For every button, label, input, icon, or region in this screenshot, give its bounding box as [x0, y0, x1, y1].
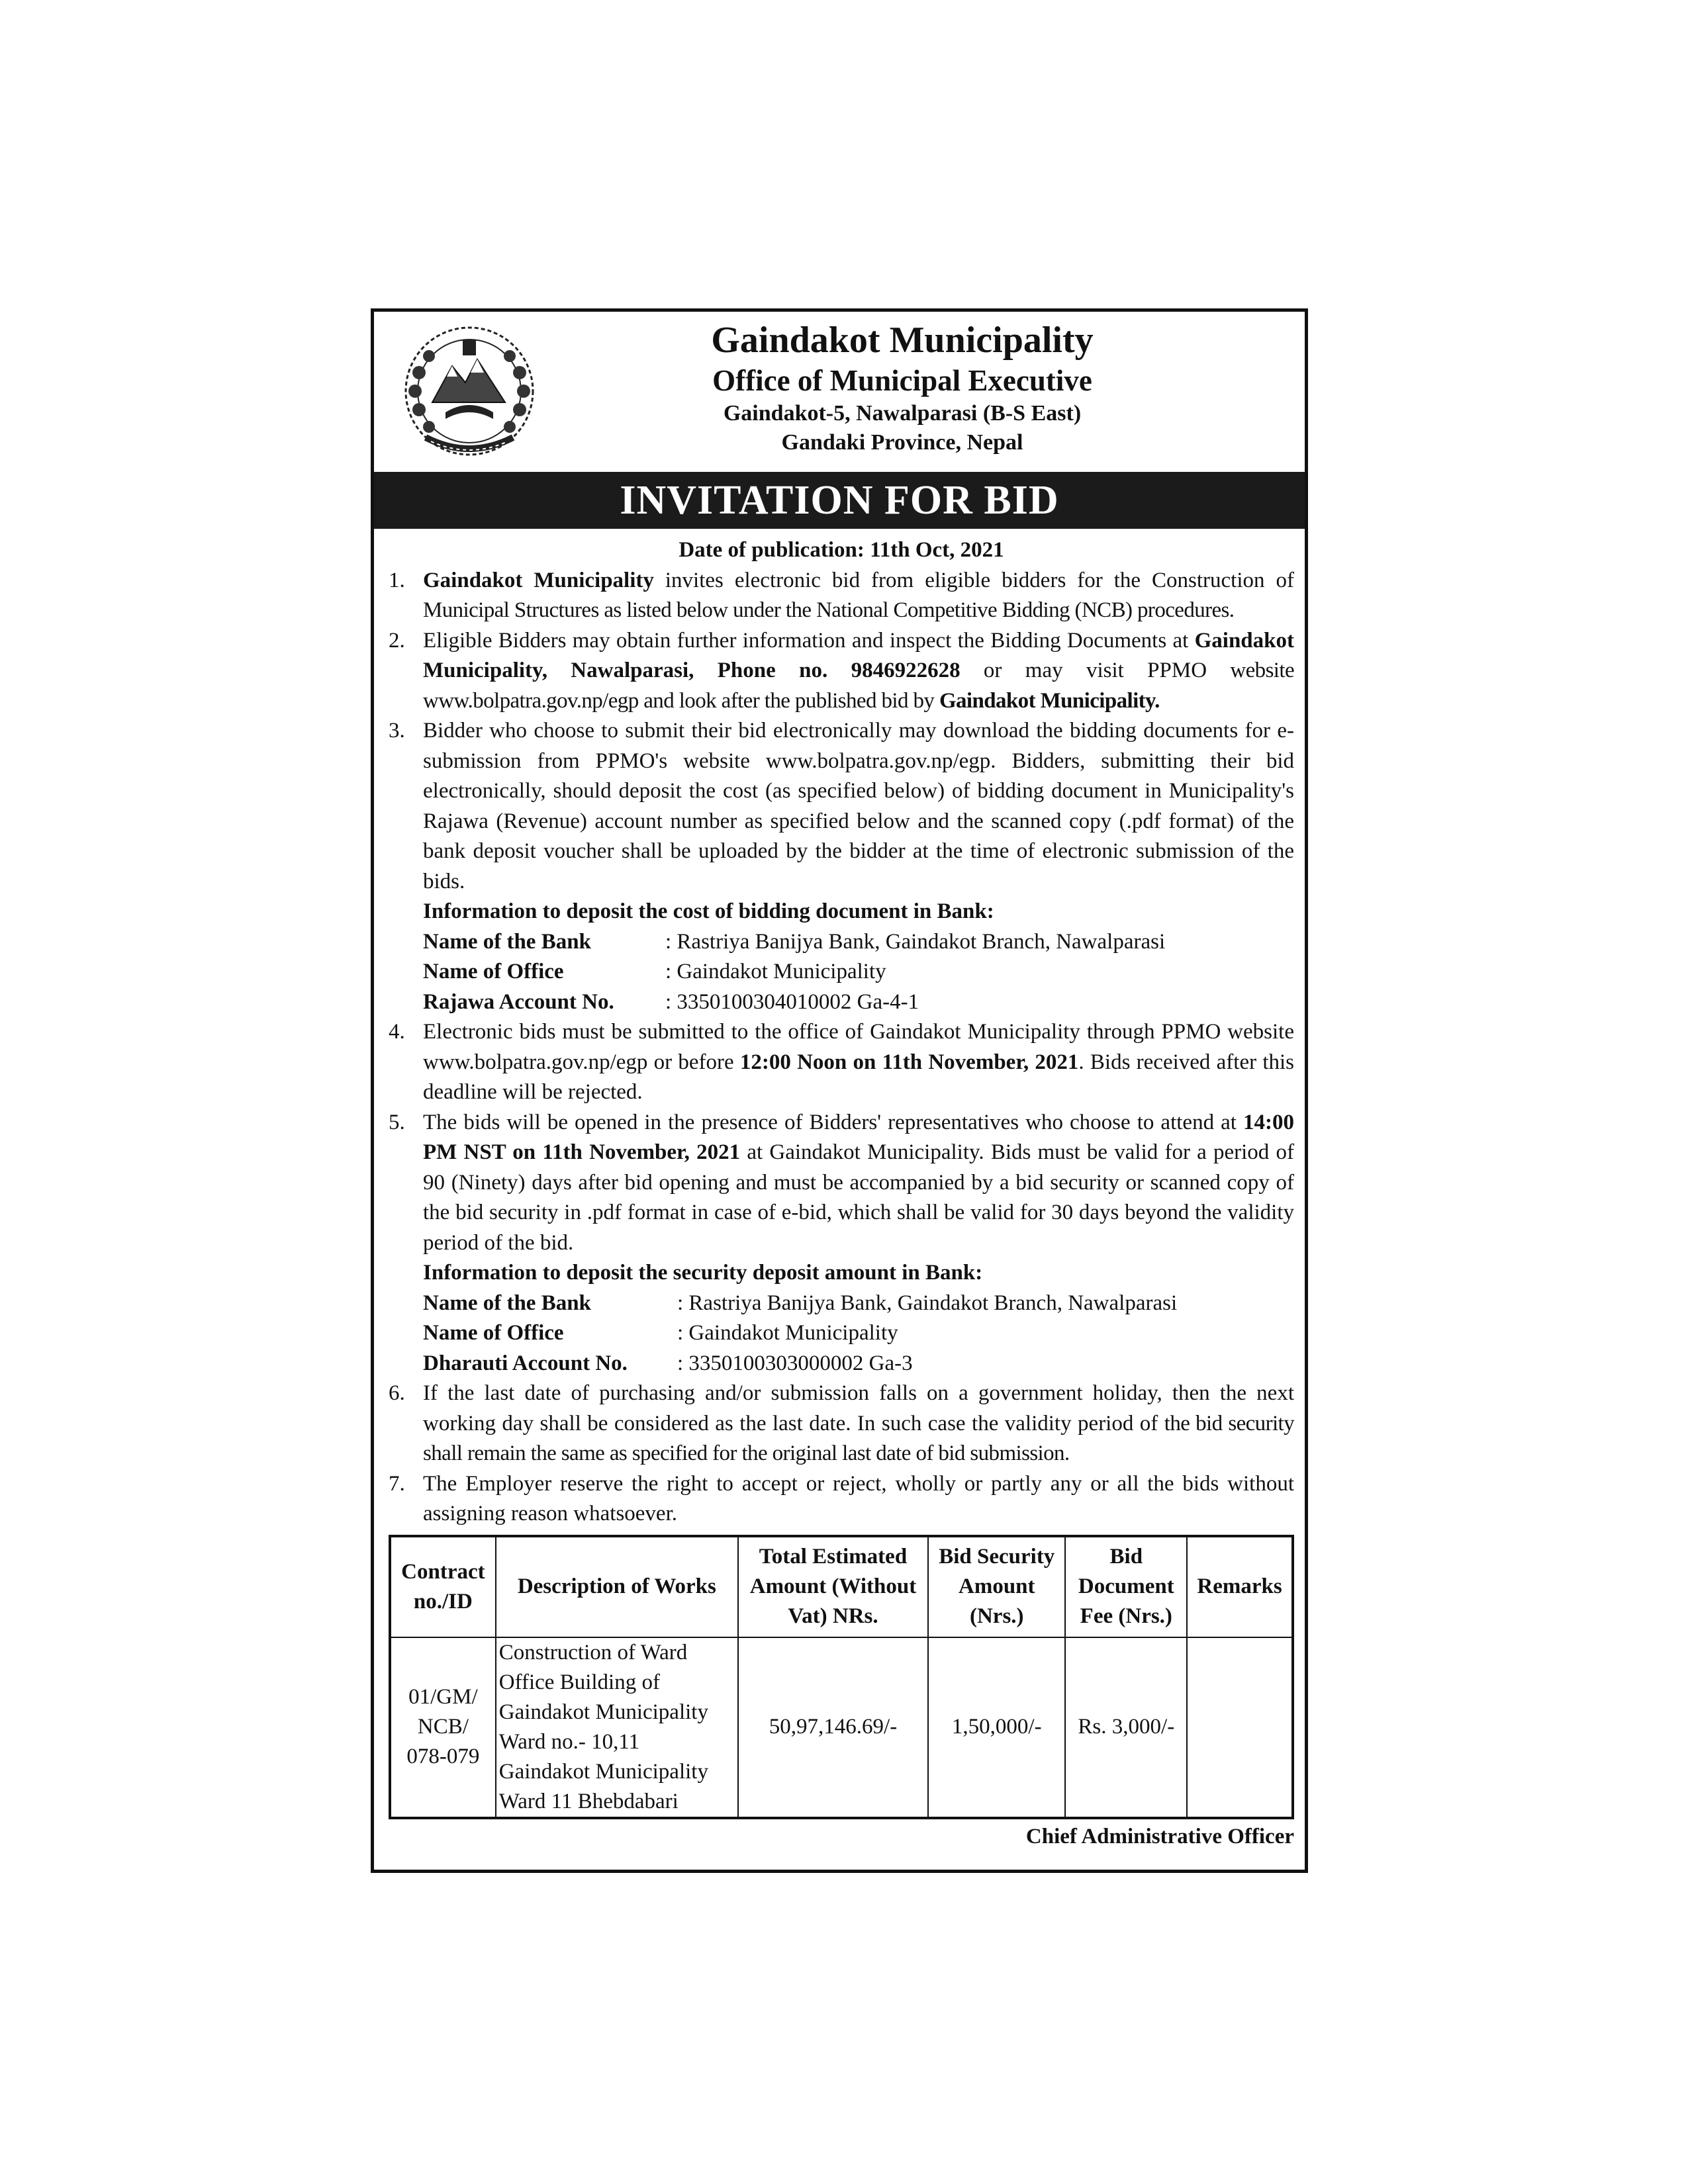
clause-number: 1. [389, 568, 405, 592]
clause-text: Eligible Bidders may obtain further information and inspect the Bidding Documents at [423, 628, 1195, 653]
col-remarks-header: Remarks [1187, 1536, 1293, 1637]
clause-4 [389, 1017, 1294, 1108]
clause-text: website www.bolpatra.gov.np/egp and look after the published bid by [423, 659, 1294, 713]
contract-id-cell [390, 1637, 496, 1818]
notice-body [374, 529, 1305, 1851]
clause-3 [389, 716, 1294, 1017]
cell-line: Gaindakot Municipality [498, 1700, 708, 1724]
header-line: Bid [1109, 1545, 1143, 1569]
clause-text: The bids will be opened in the presence of Bidders' representatives who choose to attend at [423, 1110, 1243, 1134]
clause-number: 5. [389, 1110, 405, 1134]
clause-7 [389, 1469, 1294, 1529]
amount-cell: 50,97,146.69/- [738, 1637, 928, 1818]
clause-list [389, 566, 1294, 1529]
clause-emphasis: Gaindakot Municipality. [939, 688, 1160, 713]
clause-number: 6. [389, 1381, 405, 1405]
account-label: Rajawa Account No. [423, 989, 614, 1014]
account-row [423, 987, 1294, 1018]
header-line: Contract [401, 1559, 485, 1584]
office-name-label: Name of Office [423, 960, 564, 983]
clause-6 [389, 1379, 1294, 1469]
bank-name-value: : Rastriya Banijya Bank, Gaindakot Branch, Nawalparasi [677, 1291, 1178, 1315]
clause-emphasis: 12:00 Noon on 11th November, 2021 [739, 1050, 1079, 1074]
bank-name-value: : Rastriya Banijya Bank, Gaindakot Branch, Nawalparasi [665, 929, 1166, 954]
header-line: Amount (Without [749, 1574, 917, 1598]
clause-5 [389, 1108, 1294, 1379]
cell-line: Ward no.- 10,11 [498, 1729, 640, 1754]
header-line: Document [1078, 1574, 1174, 1598]
clause-text: Electronic bids must be submitted to the office of Gaindakot Municipality through PPMO website www.bolpatra.gov.np/egp or before [423, 1020, 1294, 1074]
signature: Chief Administrative Officer [1025, 1824, 1294, 1848]
clause-text: invites electronic bid from eligible bidders for the Construction of [653, 568, 1294, 592]
bank-name-row [423, 927, 1294, 958]
cell-line: Office Building of [498, 1670, 660, 1694]
header-line: (Nrs.) [969, 1604, 1024, 1628]
header-line: Total Estimated [759, 1545, 908, 1569]
header-line: no./ID [413, 1589, 473, 1614]
account-value: : 3350100304010002 Ga-4-1 [665, 989, 919, 1014]
table-row [390, 1637, 1293, 1818]
security-cell: 1,50,000/- [928, 1637, 1065, 1818]
cell-line: Gaindakot Municipality [498, 1759, 708, 1784]
bank-name-label: Name of the Bank [423, 929, 591, 954]
clause-number: 7. [389, 1471, 405, 1496]
col-fee-header [1065, 1536, 1187, 1637]
account-label: Dharauti Account No. [423, 1351, 628, 1375]
table-header-row [390, 1536, 1293, 1637]
office-address: Gaindakot-5, Nawalparasi (B-S East) [723, 401, 1082, 426]
office-province: Gandaki Province, Nepal [781, 430, 1023, 455]
cell-line: Construction of Ward [498, 1640, 688, 1664]
header-line: Bid Security [939, 1545, 1055, 1569]
cell-line: NCB/ [417, 1715, 469, 1739]
security-info-heading: Information to deposit the security deposit amount in Bank: [423, 1261, 983, 1285]
office-name-label: Name of Office [423, 1321, 564, 1345]
notice-banner: INVITATION FOR BID [374, 472, 1305, 529]
clause-text: the bid security shall remain the same as specified for the original last date of bid submission. [423, 1411, 1294, 1465]
header-line: Amount [959, 1574, 1035, 1598]
notice-header [374, 312, 1305, 472]
col-security-header [928, 1536, 1065, 1637]
fee-cell: Rs. 3,000/- [1065, 1637, 1187, 1818]
bid-notice [371, 308, 1308, 1873]
clause-emphasis: Gaindakot Municipality [423, 568, 654, 592]
account-row [423, 1349, 1294, 1379]
clause-text: at Gaindakot Municipality. Bids must be valid for a period of 90 (Ninety) days after bid opening and must be accompanied by a bid security or scanned copy of the bid security in .pdf format in case of e-bid, which shall be valid for 30 days beyond the validity period of the bid. [423, 1140, 1294, 1255]
office-name-value: : Gaindakot Municipality [677, 1321, 898, 1345]
remarks-cell [1187, 1637, 1293, 1818]
header-line: Fee (Nrs.) [1080, 1604, 1172, 1628]
clause-text: or may visit PPMO [960, 659, 1231, 682]
clause-text: The Employer reserve the right to accept or reject, wholly or partly any or all the bids without assigning reason whatsoever. [423, 1471, 1294, 1525]
header-line: Vat) NRs. [788, 1604, 878, 1628]
account-value: : 3350100303000002 Ga-3 [677, 1351, 913, 1375]
clause-text: If the last date of purchasing and/or submission falls on a government holiday, then the next working day shall be considered as the last date. In such case the validity period of [423, 1381, 1294, 1435]
cell-line: Ward 11 Bhebdabari [498, 1789, 679, 1813]
clause-text: Municipal Structures as listed below under the National Competitive Bidding (NCB) procedures. [423, 598, 1235, 622]
office-title: Office of Municipal Executive [712, 364, 1092, 397]
office-name-row [423, 1318, 1294, 1349]
office-name-value: : Gaindakot Municipality [665, 960, 886, 983]
clause-text: Bidder who choose to submit their bid electronically may download the bidding documents for e-submission from PPMO's website www.bolpatra.gov.np/egp. Bidders, submitting their bid electronically, should deposit the cost (as specified below) of bidding document in Municipality's Rajawa (Revenue) account number as specified below and the scanned copy (.pdf format) of the bank deposit voucher shall be uploaded by the bidder at the time of electronic submission of the bids. [423, 719, 1294, 893]
cell-line: 01/GM/ [408, 1685, 478, 1709]
description-cell [496, 1637, 738, 1818]
clause-emphasis: Gaindakot Municipality, Nawalparasi, Phone no. 9846922628 [423, 628, 1294, 682]
header-text [513, 318, 1291, 457]
clause-1 [389, 566, 1294, 626]
clause-2 [389, 626, 1294, 717]
clause-text: . Bids received after this deadline will be rejected. [423, 1050, 1294, 1104]
clause-number: 3. [389, 719, 405, 743]
cell-line: 078-079 [406, 1745, 480, 1768]
bank-name-row [423, 1289, 1294, 1319]
col-amount-header [738, 1536, 928, 1637]
office-name-row [423, 957, 1294, 987]
municipality-title: Gaindakot Municipality [711, 320, 1094, 361]
publication-date: Date of publication: 11th Oct, 2021 [679, 538, 1004, 562]
col-contract-header [390, 1536, 496, 1637]
clause-number: 2. [389, 628, 405, 653]
clause-emphasis: 14:00 PM NST on 11th November, 2021 [423, 1110, 1294, 1164]
col-description-header: Description of Works [496, 1536, 738, 1637]
bank-info-heading: Information to deposit the cost of bidding document in Bank: [423, 899, 994, 923]
bid-table [389, 1535, 1294, 1819]
clause-number: 4. [389, 1020, 405, 1044]
bank-name-label: Name of the Bank [423, 1291, 591, 1315]
